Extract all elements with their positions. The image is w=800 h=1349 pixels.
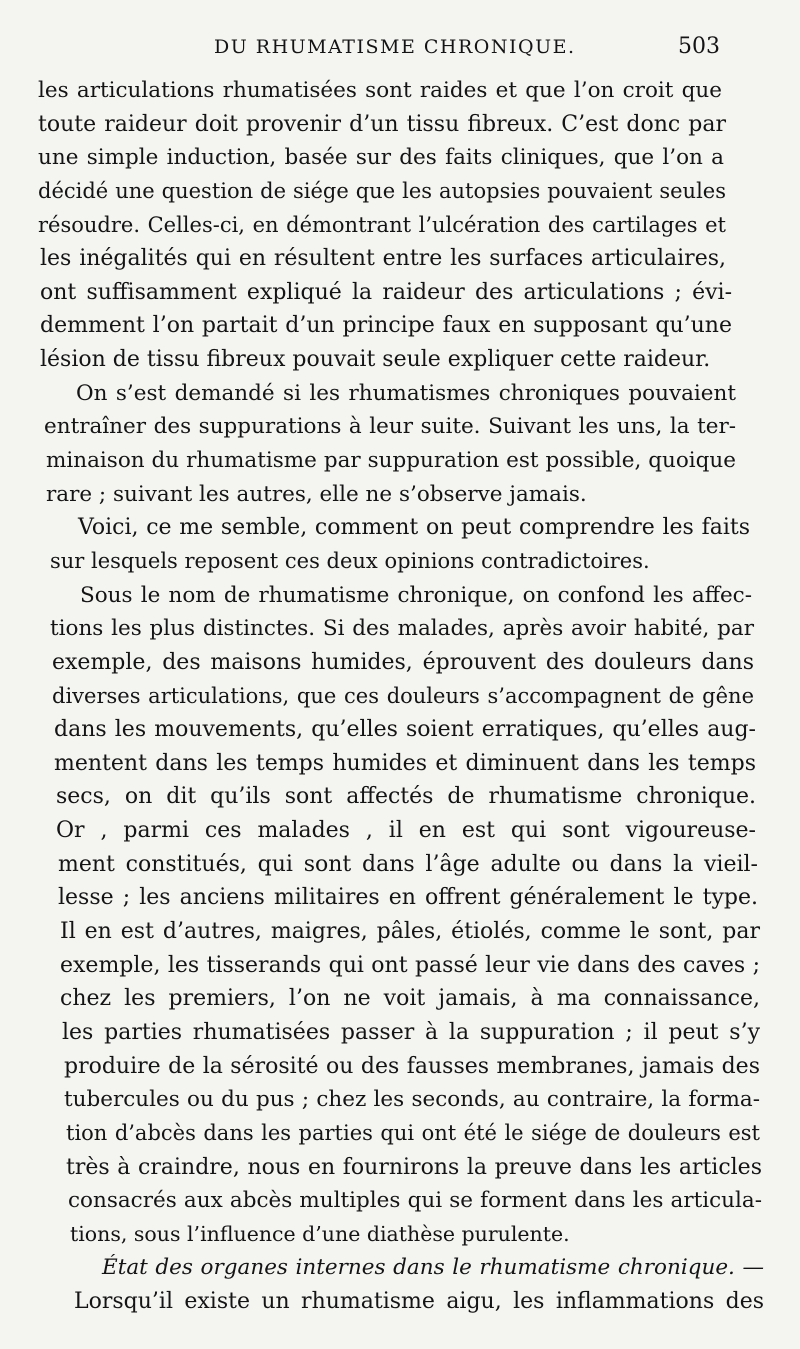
text-line: tion d’abcès dans les parties qui ont été le siége de douleurs est xyxy=(66,1120,760,1145)
text-line: résoudre. Celles-ci, en démontrant l’ulcération des cartilages et xyxy=(38,212,726,237)
text-line: exemple, des maisons humides, éprouvent des douleurs dans xyxy=(52,649,754,675)
text-line: entraîner des suppurations à leur suite. Suivant les uns, la ter- xyxy=(44,414,736,440)
text-line: Lorsqu’il existe un rhumatisme aigu, les inflammations des xyxy=(74,1289,764,1315)
text-line: sur lesquels reposent ces deux opinions contradictoires. xyxy=(50,548,650,573)
text-line: tubercules ou du pus ; chez les seconds, au contraire, la forma- xyxy=(64,1087,760,1113)
text-line: demment l’on partait d’un principe faux en supposant qu’une xyxy=(40,313,732,339)
text-line: Voici, ce me semble, comment on peut comprendre les faits xyxy=(78,515,750,541)
page-number: 503 xyxy=(678,34,720,59)
text-line: État des organes internes dans le rhumatisme chronique. — xyxy=(102,1255,764,1281)
text-line: les articulations rhumatisées sont raides et que l’on croit que xyxy=(38,78,722,103)
text-line: lésion de tissu fibreux pouvait seule expliquer cette raideur. xyxy=(40,347,711,373)
text-line: mentent dans les temps humides et diminuent dans les temps xyxy=(54,750,756,776)
text-line: diverses articulations, que ces douleurs s’accompagnent de gêne xyxy=(52,683,754,708)
text-line: décidé une question de siége que les autopsies pouvaient seules xyxy=(38,178,726,203)
text-line: Or , parmi ces malades , il en est qui sont vigoureuse- xyxy=(56,818,756,844)
text-line: secs, on dit qu’ils sont affectés de rhumatisme chronique. xyxy=(56,784,756,810)
text-line: rare ; suivant les autres, elle ne s’observe jamais. xyxy=(46,481,587,507)
text-line: Il en est d’autres, maigres, pâles, étiolés, comme le sont, par xyxy=(60,919,760,945)
text-line: chez les premiers, l’on ne voit jamais, à ma connaissance, xyxy=(60,986,760,1012)
text-line: les parties rhumatisées passer à la suppuration ; il peut s’y xyxy=(62,1019,760,1045)
text-line: produire de la sérosité ou des fausses membranes, jamais des xyxy=(64,1053,760,1079)
running-title: DU RHUMATISME CHRONIQUE. xyxy=(214,36,576,58)
text-line: consacrés aux abcès multiples qui se forment dans les articula- xyxy=(68,1188,762,1214)
text-line: ont suffisamment expliqué la raideur des articulations ; évi- xyxy=(40,279,732,305)
text-line: ment constitués, qui sont dans l’âge adulte ou dans la vieil- xyxy=(58,851,758,877)
text-line: On s’est demandé si les rhumatismes chroniques pouvaient xyxy=(76,380,736,406)
text-line: tions, sous l’influence d’une diathèse purulente. xyxy=(70,1221,570,1246)
text-line: très à craindre, nous en fournirons la preuve dans les articles xyxy=(66,1154,762,1180)
body-text xyxy=(0,74,800,1319)
text-line: toute raideur doit provenir d’un tissu fibreux. C’est donc par xyxy=(38,111,726,137)
text-line: minaison du rhumatisme par suppuration est possible, quoique xyxy=(46,448,736,474)
text-line: exemple, les tisserands qui ont passé leur vie dans des caves ; xyxy=(60,952,760,978)
text-line: lesse ; les anciens militaires en offrent généralement le type. xyxy=(58,885,758,911)
text-line: une simple induction, basée sur des faits cliniques, que l’on a xyxy=(38,145,724,171)
running-head xyxy=(0,36,800,66)
text-line: tions les plus distinctes. Si des malades, après avoir habité, par xyxy=(50,616,754,642)
text-line: les inégalités qui en résultent entre les surfaces articulaires, xyxy=(40,246,726,272)
text-line: Sous le nom de rhumatisme chronique, on confond les affec- xyxy=(80,582,752,608)
text-line: dans les mouvements, qu’elles soient erratiques, qu’elles aug- xyxy=(54,717,756,743)
